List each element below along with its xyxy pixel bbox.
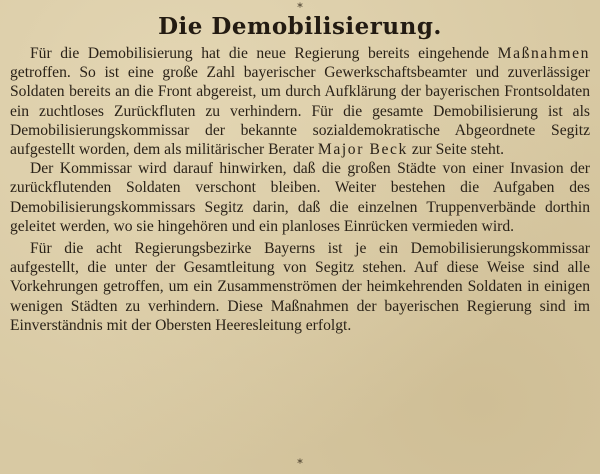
paragraph-1-text-c: zur Seite steht. [407,141,505,159]
article-headline: Die Demobilisierung. [158,13,442,40]
paragraph-3 [10,239,590,335]
paragraph-1-text-b: getroffen. So ist eine große Zahl bayerischer Gewerkschaftsbeamter und zuverlässiger Soldaten bereits an die Front abgereist, um durch Aufklärung der bayerischen Frontsoldaten ein zuchtloses Zurückfluten zu verhindern. Für die gesamte Demobilisierung ist als Demobilisierungskommissar der bekannte sozialdemokratische Abgeordnete Segitz aufgestellt worden, dem als militärischer Berater [10,64,590,159]
paragraph-3-text: Für die acht Regierungsbezirke Bayerns ist je ein Demobilisierungskommissar aufgestellt, die unter der Gesamtleitung von Segitz stehen. Auf diese Weise sind alle Vorkehrungen getroffen, um ein Zusammenströmen der heimkehrenden Soldaten in einigen wenigen Städten zu verhindern. Diese Maßnahmen der bayerischen Regierung sind im Einverständnis mit der Obersten Heeresleitung erfolgt. [10,240,590,334]
paragraph-1 [10,44,590,159]
article-body [10,44,590,335]
paragraph-1-text-a: Für die Demobilisierung hat die neue Regierung bereits eingehende [30,45,498,62]
paragraph-1-emphasis-massnahmen: Maßnahmen [497,45,590,62]
paragraph-1-emphasis-major-beck: Major Beck [317,141,408,159]
bottom-ornament: * [297,457,303,470]
paragraph-2-text: Der Kommissar wird darauf hinwirken, daß die großen Städte von einer Invasion der zurückflutenden Soldaten verschont bleiben. Weiter bestehen die Aufgaben des Demobilisierungskommissars Segitz darin, daß die einzelnen Truppenverbände dorthin geleitet werden, wo sie hingehören und ein planloses Einrücken vermieden wird. [10,160,590,235]
paragraph-2 [10,159,590,236]
top-ornament: * [297,1,303,14]
